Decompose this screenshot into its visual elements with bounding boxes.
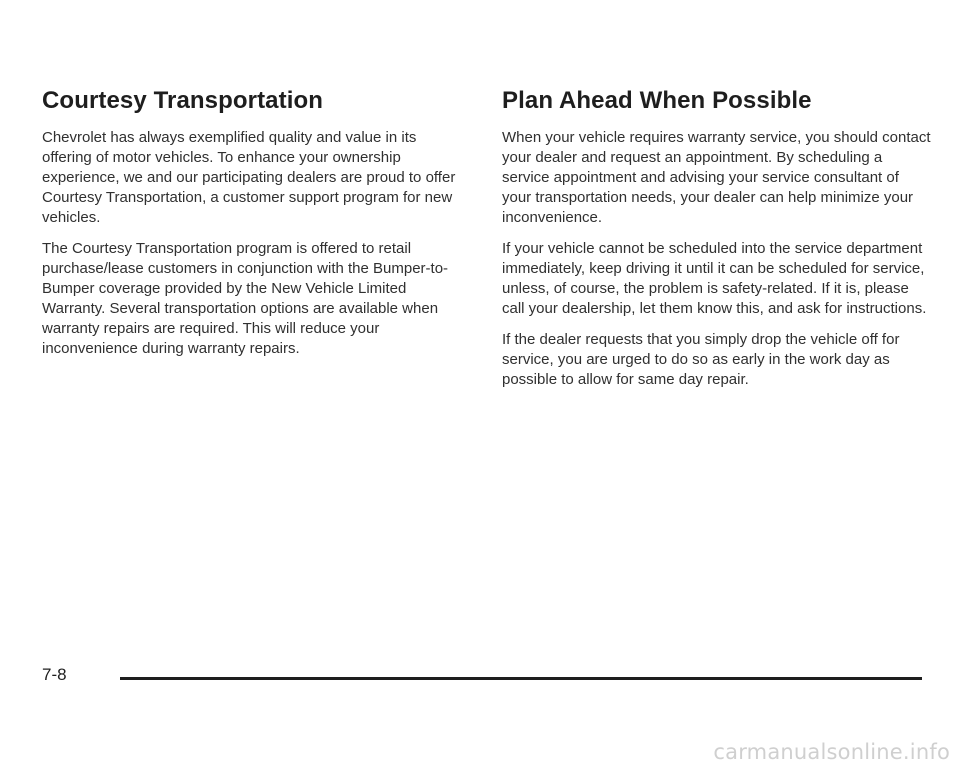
plan-ahead-section	[502, 86, 932, 401]
courtesy-paragraph: Chevrolet has always exemplified quality and value in its offering of motor vehicles. To enhance your ownership experience, we and our participating dealers are proud to offer Courtesy Transportation, a customer support program for new vehicles.	[42, 129, 456, 226]
plan-ahead-paragraph: If your vehicle cannot be scheduled into the service department immediately, keep driving it until it can be scheduled for service, unless, of course, the problem is safety-related. If it is, please call your dealership, let them know this, and ask for instructions.	[502, 240, 927, 317]
footer-divider	[120, 677, 922, 680]
courtesy-paragraph: The Courtesy Transportation program is offered to retail purchase/lease customers in conjunction with the Bumper-to-Bumper coverage provided by the New Vehicle Limited Warranty. Several transportation options are available when warranty repairs are required. This will reduce your inconvenience during warranty repairs.	[42, 240, 449, 357]
page-number: 7-8	[42, 665, 67, 684]
courtesy-transportation-section	[42, 86, 462, 370]
plan-ahead-paragraph: If the dealer requests that you simply drop the vehicle off for service, you are urged to do so as early in the work day as possible to allow for same day repair.	[502, 331, 900, 388]
plan-ahead-heading: Plan Ahead When Possible	[502, 87, 812, 114]
site-watermark: carmanualsonline.info	[713, 740, 950, 764]
plan-ahead-paragraph: When your vehicle requires warranty service, you should contact your dealer and request an appointment. By scheduling a service appointment and advising your service consultant of your transportation needs, your dealer can help minimize your inconvenience.	[502, 129, 931, 226]
courtesy-transportation-heading: Courtesy Transportation	[42, 87, 324, 114]
